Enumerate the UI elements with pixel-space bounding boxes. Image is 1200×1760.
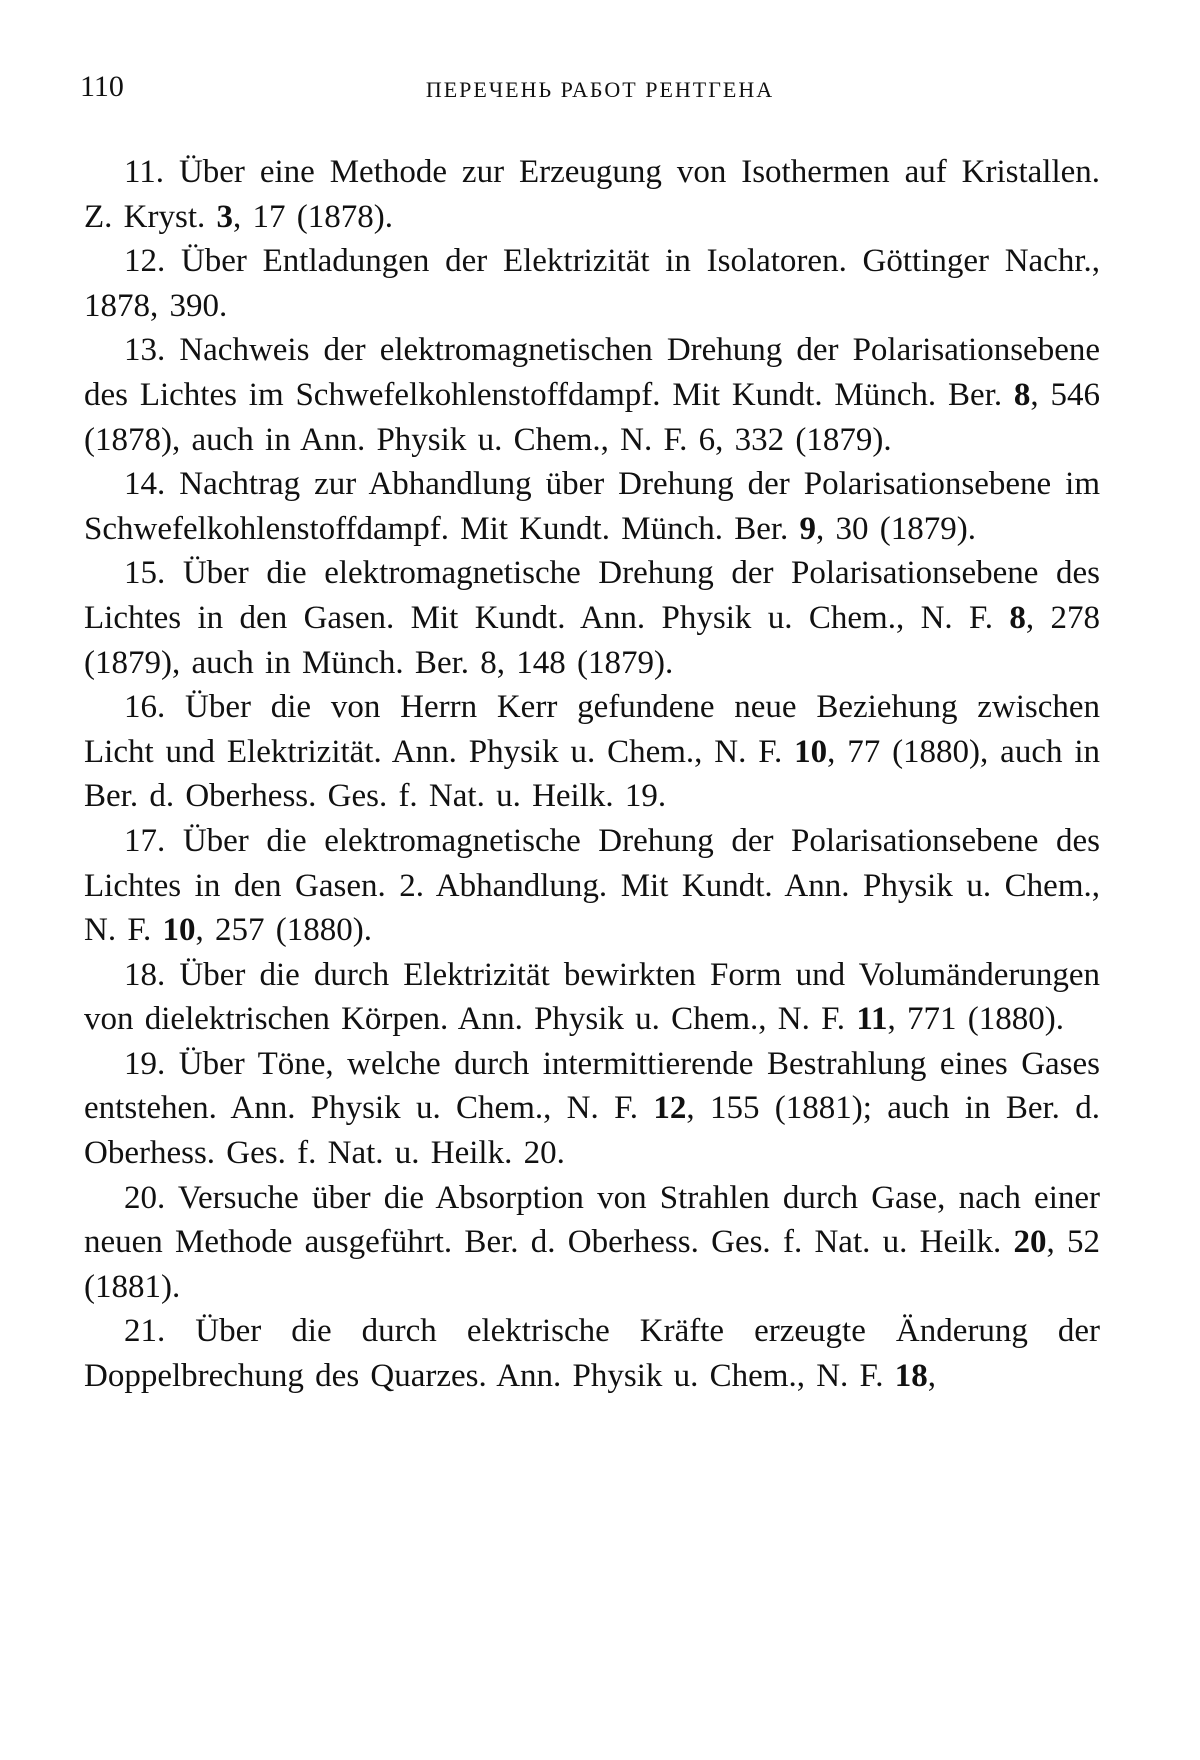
entry-text: Über eine Methode zur Erzeugung von Isothermen auf Kristallen. Z. Kryst.	[84, 154, 1101, 235]
bibliography-entry-21	[84, 1309, 1100, 1398]
bibliography-entry-13	[84, 328, 1100, 462]
bibliography-entry-14	[84, 462, 1100, 551]
bibliography-entry-11	[84, 150, 1100, 239]
entry-text: Nachtrag zur Abhandlung über Drehung der Polarisationsebene im Schwefelkohlenstoffdampf. Mit Kundt. Münch. Ber.	[84, 466, 1101, 547]
entry-citation: , 30 (1879).	[816, 510, 977, 547]
entry-text: Nachweis der elektromagnetischen Drehung der Polarisationsebene des Lichtes im Schwefelkohlenstoffdampf. Mit Kundt. Münch. Ber.	[84, 332, 1100, 413]
entry-volume: 9	[799, 510, 817, 547]
entry-number: 14.	[124, 466, 166, 503]
entry-volume: 8	[1013, 376, 1031, 413]
entry-citation: , 155 (1881); auch in Ber. d. Oberhess. Ges. f. Nat. u. Heilk. 20.	[84, 1090, 1100, 1172]
entry-number: 12.	[124, 243, 166, 280]
entry-text: Über Entladungen der Elektrizität in Isolatoren. Göttinger Nachr., 1878, 390.	[84, 243, 1100, 324]
bibliography-list	[84, 150, 1100, 1399]
entry-volume: 10	[162, 912, 196, 949]
entry-number: 11.	[124, 154, 165, 190]
entry-volume: 10	[794, 733, 828, 770]
bibliography-entry-17	[84, 819, 1100, 953]
entry-number: 15.	[124, 555, 166, 592]
entry-citation: , 546 (1878), auch in Ann. Physik u. Chem., N. F. 6, 332 (1879).	[84, 376, 1101, 458]
bibliography-entry-12	[84, 239, 1100, 328]
entry-number: 13.	[124, 332, 166, 369]
entry-text: Über die von Herrn Kerr gefundene neue Beziehung zwischen Licht und Elektrizität. Ann. Physik u. Chem., N. F.	[84, 689, 1101, 770]
entry-text: Über die elektromagnetische Drehung der Polarisationsebene des Lichtes in den Gasen. Mit Kundt. Ann. Physik u. Chem., N. F.	[84, 555, 1101, 636]
entry-text: Versuche über die Absorption von Strahlen durch Gase, nach einer neuen Methode ausgeführt. Ber. d. Oberhess. Ges. f. Nat. u. Heilk.	[84, 1179, 1100, 1261]
entry-citation: , 278 (1879), auch in Münch. Ber. 8, 148 (1879).	[84, 599, 1101, 681]
entry-text: Über die durch elektrische Kräfte erzeugte Änderung der Doppelbrechung des Quarzes. Ann. Physik u. Chem., N. F.	[84, 1313, 1101, 1395]
bibliography-entry-19	[84, 1042, 1100, 1176]
entry-citation: , 257 (1880).	[195, 912, 373, 949]
bibliography-entry-18	[84, 953, 1100, 1042]
entry-number: 17.	[124, 822, 166, 859]
entry-citation: , 52 (1881).	[84, 1224, 1101, 1305]
entry-volume: 12	[653, 1090, 687, 1127]
running-head: ПЕРЕЧЕНЬ РАБОТ РЕНТГЕНА	[425, 77, 775, 102]
entry-number: 21.	[124, 1313, 166, 1350]
entry-volume: 11	[856, 1001, 888, 1038]
entry-number: 16.	[124, 689, 166, 726]
entry-volume: 3	[216, 198, 233, 235]
bibliography-entry-15	[84, 551, 1100, 685]
entry-citation: , 77 (1880), auch in Ber. d. Oberhess. Ges. f. Nat. u. Heilk. 19.	[84, 733, 1100, 815]
entry-number: 19.	[124, 1045, 166, 1082]
entry-number: 20.	[124, 1179, 166, 1216]
page-number: 110	[80, 70, 124, 103]
entry-citation: , 771 (1880).	[887, 1001, 1064, 1038]
entry-citation: , 17 (1878).	[233, 198, 393, 235]
entry-text: Über Töne, welche durch intermittierende Bestrahlung eines Gases entstehen. Ann. Physik u. Chem., N. F.	[84, 1045, 1101, 1127]
entry-volume: 8	[1009, 599, 1026, 636]
entry-text: Über die durch Elektrizität bewirkten Form und Volumänderungen von dielektrischen Körpen. Ann. Physik u. Chem., N. F.	[84, 956, 1101, 1038]
bibliography-entry-20	[84, 1176, 1100, 1310]
bibliography-entry-16	[84, 685, 1100, 819]
entry-volume: 18	[894, 1358, 928, 1395]
entry-citation: ,	[927, 1358, 937, 1395]
entry-text: Über die elektromagnetische Drehung der Polarisationsebene des Lichtes in den Gasen. 2. Abhandlung. Mit Kundt. Ann. Physik u. Chem., N. F.	[84, 822, 1101, 949]
entry-volume: 20	[1013, 1224, 1047, 1261]
entry-number: 18.	[124, 956, 166, 993]
